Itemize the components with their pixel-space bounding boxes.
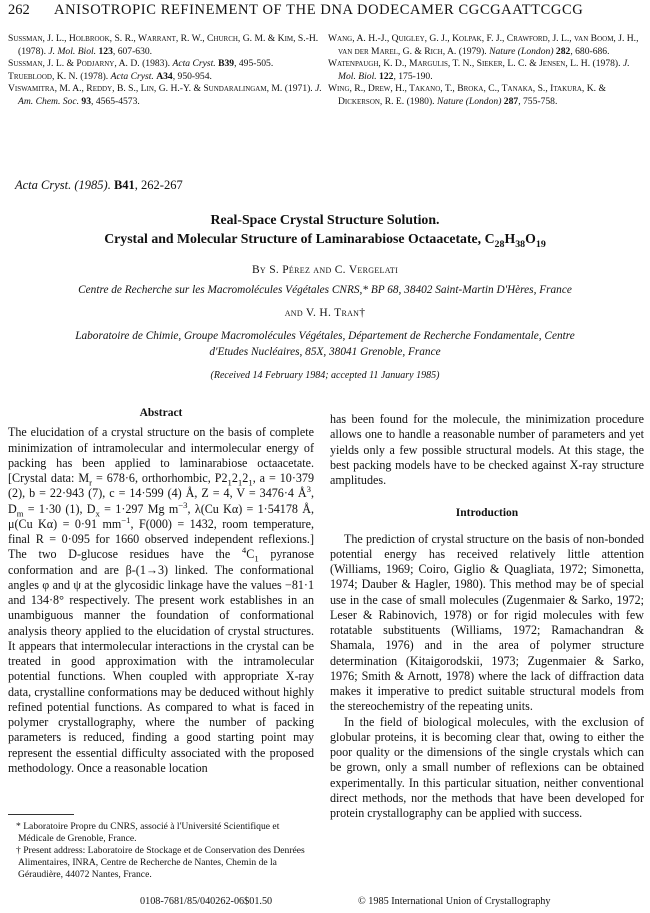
reference-entry: Sussman, J. L., Holbrook, S. R., Warrant, R. W., Church, G. M. & Kim, S.-H. (1978). J. Mol. Biol. 123, 607-630. xyxy=(8,33,319,57)
references-right-column xyxy=(328,33,644,109)
author-line-1: By S. Pérez and C. Vergelati xyxy=(251,264,399,276)
footnotes xyxy=(8,821,316,881)
footer-issn: 0108-7681/85/040262-06$01.50 xyxy=(140,896,273,907)
running-header xyxy=(8,2,642,22)
page-number: 262 xyxy=(8,2,30,18)
introduction-paragraph-1: The prediction of crystal structure on the basis of non-bonded potential energy has received relatively little attention (Williams, 1969; Coiro, Giglio & Quagliata, 1972; Simonetta, 1974; Dauber & Hagler, 1980). This method may be of special use in the case of small molecules (Zugenmaier & Sarko, 1972; Leser & Rabinovich, 1978) or for rigid molecules with few rotatable substituents (Williams, 1972; Ramachandran & Shamala, 1976) and in the area of polymer structure determination (Kitaigorodskii, 1973; Zugenmaier & Sarko, 1976; Smith & Arnott, 1978) where the lack of diffraction data makes it imperative to predict suitable structural models from the stereochemistry of the repeating units. xyxy=(330,531,644,714)
footer-copyright: © 1985 International Union of Crystallography xyxy=(358,896,551,907)
received-dates: (Received 14 February 1984; accepted 11 January 1985) xyxy=(210,370,440,381)
journal-citation: Acta Cryst. (1985). B41, 262-267 xyxy=(15,178,183,192)
references-left-column xyxy=(8,33,323,109)
affiliation-1: Centre de Recherche sur les Macromolécules Végétales CNRS,* BP 68, 38402 Saint-Martin D'Hères, France xyxy=(78,284,572,296)
title-line-2: Crystal and Molecular Structure of Laminarabiose Octaacetate, $C_{28}H_{38}O_{19}$ xyxy=(104,231,546,250)
article-title xyxy=(0,210,650,248)
abstract-text: The elucidation of a crystal structure on the basis of complete minimization of intramolecular and intermolecular energy of packing has been applied to laminarabiose octaacetate. [Crystal data: $M_r = 678\cdot 6$, orthorhombic, $P2_12_12_1$, a = 10·379 (2), b = 22·943 (7), c = 14·599 (4) Å, Z = 4, V = 3476·4 $Å^3$, $D_m = 1\cdot 30$ (1), $D_x = 1\cdot 297$ Mg $m^{-3}$, λ(Cu Kα) = 1·54178 Å, μ(Cu Kα) = 0·91 $mm^{-1}$, F(000) = 1432, room temperature, final R = 0·095 for 1660 observed independent reflexions.] The two D-glucose residues have the $^4C_1$ pyranose conformation and are β-(1→3) linked. The conformational angles φ and ψ at the glycosidic linkage have the values −81·1 and 134·8° respectively. The present work establishes in an unambiguous manner the foundation of conformational analysis theory applied to the elucidation of crystal structures. It appears that intermolecular interactions in the crystal can be treated in good approximation with the intramolecular potential functions. When coupled with appropriate X-ray data, crystalline conformations may be deduced without highly refined potential functions. As compared to what is faced in polymer crystallography, where the number of packing parameters is reduced, finding a good starting point may represent the essential difficulty associated with the proposed methodology. Once a reasonable location xyxy=(8,425,315,775)
reference-entry: Wing, R., Drew, H., Takano, T., Broka, C., Tanaka, S., Itakura, K. & Dickerson, R. E. (1980). Nature (London) 287, 755-758. xyxy=(328,83,606,107)
abstract-heading: Abstract xyxy=(139,407,183,419)
reference-entry: Trueblood, K. N. (1978). Acta Cryst. A34, 950-954. xyxy=(8,70,212,82)
right-text-column xyxy=(330,412,644,821)
introduction-paragraph-2: In the field of biological molecules, with the exclusion of globular proteins, it is becoming clear that, owing to either the poor quality or the dimensions of the single crystals which can be grown, only a small number of reflexions can be obtained experimentally. In this particular situation, neither conventional direct methods, nor the methods that have been developed for protein crystallography can be applied with success. xyxy=(330,714,644,820)
reference-entry: Watenpaugh, K. D., Margulis, T. N., Sieker, L. C. & Jensen, L. H. (1978). J. Mol. Biol. 122, 175-190. xyxy=(328,58,630,82)
title-line-1: Real-Space Crystal Structure Solution. xyxy=(210,212,440,227)
reference-entry: Wang, A. H.-J., Quigley, G. J., Kolpak, F. J., Crawford, J. L., van Boom, J. H., van der Marel, G. & Rich, A. (1979). Nature (London) 282, 680-686. xyxy=(328,33,639,57)
footnote: † Present address: Laboratoire de Stockage et de Conservation des Denrées Alimentaires, INRA, Centre de Recherche de Nantes, Chemin de la Géraudière, 44072 Nantes, France. xyxy=(16,845,305,880)
left-text-column xyxy=(8,406,314,776)
abstract-continuation: has been found for the molecule, the minimization procedure allows one to handle a reasonable number of parameters and yet yields only a few possible structural models. At this stage, the best packing models have to be checked against X-ray structure amplitudes. xyxy=(330,412,644,487)
running-title: ANISOTROPIC REFINEMENT OF THE DNA DODECAMER CGCGAATTCGCG xyxy=(54,2,584,18)
affiliation-2: Laboratoire de Chimie, Groupe Macromolécules Végétales, Département de Recherche Fondamentale, Centre d'Etudes Nucléaires, 85X, 38041 Grenoble, France xyxy=(75,330,575,358)
reference-entry: Viswamitra, M. A., Reddy, B. S., Lin, G. H.-Y. & Sundaralingam, M. (1971). J. Am. Chem. Soc. 93, 4565-4573. xyxy=(8,83,322,107)
footnote-divider xyxy=(8,814,74,815)
introduction-heading: Introduction xyxy=(455,507,519,520)
reference-entry: Sussman, J. L. & Podjarny, A. D. (1983). Acta Cryst. B39, 495-505. xyxy=(8,58,274,70)
author-line-2: and V. H. Tran† xyxy=(284,307,366,319)
footnote: * Laboratoire Propre du CNRS, associé à l'Université Scientifique et Médicale de Grenoble, France. xyxy=(16,821,280,844)
